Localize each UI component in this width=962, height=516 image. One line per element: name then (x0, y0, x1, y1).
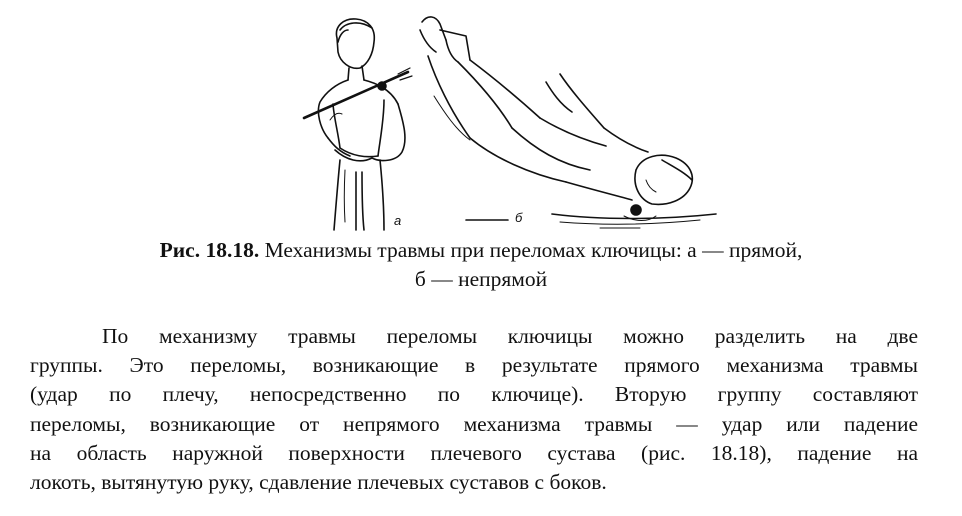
paragraph-line: переломы, возникающие от непрямого механизма травмы — удар или падение (30, 411, 918, 436)
paragraph-line: локоть, вытянутую руку, сдавление плечевых суставов с боков. (30, 470, 607, 495)
caption-line-1 (0, 236, 962, 265)
caption-text: Механизмы травмы при переломах ключицы: а — прямой, (264, 238, 803, 262)
figure-label-b: б (515, 210, 523, 225)
body-paragraph (30, 322, 918, 497)
figure-label-a: а (394, 213, 402, 228)
caption-figure-number: Рис. 18.18. (159, 238, 260, 262)
falling-man-icon (420, 17, 716, 228)
paragraph-line: По механизму травмы переломы ключицы можно разделить на две (102, 324, 918, 348)
standing-man-icon (304, 19, 412, 230)
paragraph-line: группы. Это переломы, возникающие в результате прямого механизма травмы (30, 353, 918, 378)
figure-illustration (0, 0, 962, 236)
paragraph-line: (удар по плечу, непосредственно по ключице). Вторую группу составляют (30, 382, 918, 407)
caption-line-2: б — непрямой (414, 267, 548, 291)
paragraph-line: на область наружной поверхности плечевого сустава (рис. 18.18), падение на (30, 440, 918, 465)
figure-caption (0, 236, 962, 294)
